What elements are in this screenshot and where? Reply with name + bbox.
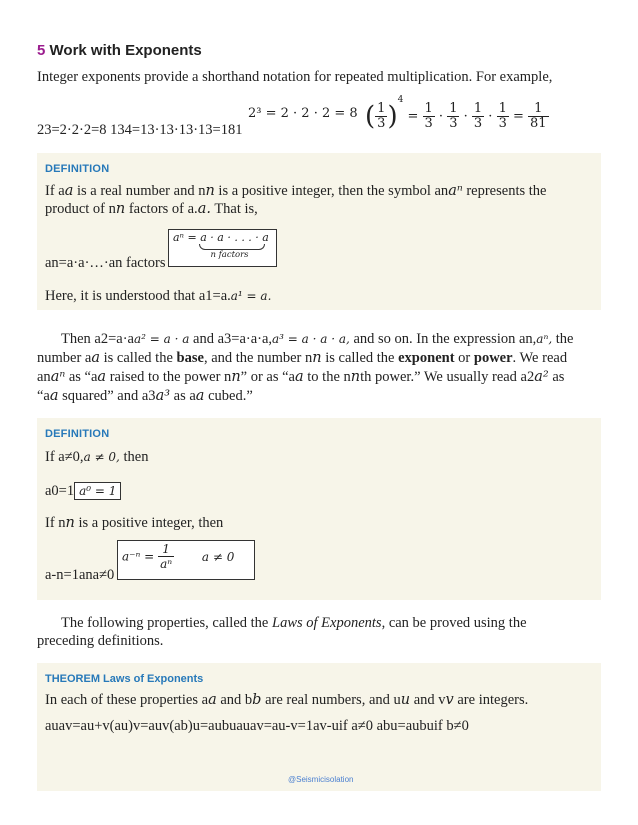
definition-2-line-3: If nn is a positive integer, then bbox=[45, 515, 224, 531]
paragraph-2-line-1: The following properties, called the Laws of Exponents, can be proved using the bbox=[61, 615, 527, 631]
example-plain-text: 23=2·2·2=8 134=13·13·13·13=181 bbox=[37, 122, 243, 138]
definition-1-plain-formula: an=a·a·…·an factors bbox=[45, 255, 166, 271]
section-title: Work with Exponents bbox=[49, 42, 202, 59]
theorem-line-1: In each of these properties aa and bb are real numbers, and uu and vv are integers. bbox=[45, 692, 529, 708]
section-heading bbox=[37, 42, 202, 59]
definition-2-negative-exponent-box: a⁻ⁿ = $\frac{1}{\text{aⁿ}}$ a ≠ 0 bbox=[117, 540, 255, 580]
paragraph-2-line-2: preceding definitions. bbox=[37, 633, 164, 649]
theorem-laws-plain: auav=au+v(au)v=auv(ab)u=aubuauav=au-v=1av-uif a≠0 abu=aubuif b≠0 bbox=[45, 718, 469, 734]
definition-2-plain-formula: a-n=1ana≠0 bbox=[45, 567, 115, 583]
paragraph-1-line-1: Then a2=a·aa² = a · a and a3=a·a·a,a³ = a · a · a, and so on. In the expression an,aⁿ, the bbox=[61, 331, 574, 347]
theorem-label: THEOREM Laws of Exponents bbox=[45, 673, 204, 685]
theorem-panel bbox=[37, 663, 601, 791]
watermark: @Seismicisolation bbox=[288, 775, 354, 784]
definition-label-2: DEFINITION bbox=[45, 428, 110, 440]
definition-label-1: DEFINITION bbox=[45, 163, 110, 175]
example-math-powers-of-two: 2³ = 2 · 2 · 2 = 8 bbox=[248, 106, 358, 121]
definition-1-line-2: product of nn factors of a.a. That is, bbox=[45, 201, 258, 217]
definition-panel-1 bbox=[37, 153, 601, 310]
section-number: 5 bbox=[37, 42, 46, 59]
paragraph-1-line-3: anaⁿ as “aa raised to the power nn” or as “aa to the nnth power.” We usually read a2a² as bbox=[37, 369, 565, 385]
definition-panel-2 bbox=[37, 418, 601, 600]
definition-1-note: Here, it is understood that a1=a.a¹ = a. bbox=[45, 288, 272, 304]
paragraph-1-line-4: “aa squared” and a3a³ as aa cubed.” bbox=[37, 388, 253, 404]
definition-1-line-1: If aa is a real number and nn is a positive integer, then the symbol anaⁿ represents the bbox=[45, 183, 547, 199]
example-math-fraction-power: ( $\frac{1}{3}$ )$^4$ = $\frac{1}{3}$ · $\frac{1}{3}$ · $\frac{1}{3}$ · $\frac{1}{3}$ = $\frac{1}{81}$ bbox=[365, 95, 547, 132]
definition-2-zero-exponent: a0=1 a⁰ = 1 bbox=[45, 482, 121, 500]
intro-text: Integer exponents provide a shorthand notation for repeated multiplication. For example, bbox=[37, 69, 553, 85]
definition-1-formula-box: aⁿ = a · a · . . . · a n factors bbox=[168, 229, 277, 267]
definition-2-line-1: If a≠0,a ≠ 0, then bbox=[45, 449, 149, 465]
paragraph-1-line-2: number aa is called the base, and the number nn is called the exponent or power. We read bbox=[37, 350, 568, 366]
